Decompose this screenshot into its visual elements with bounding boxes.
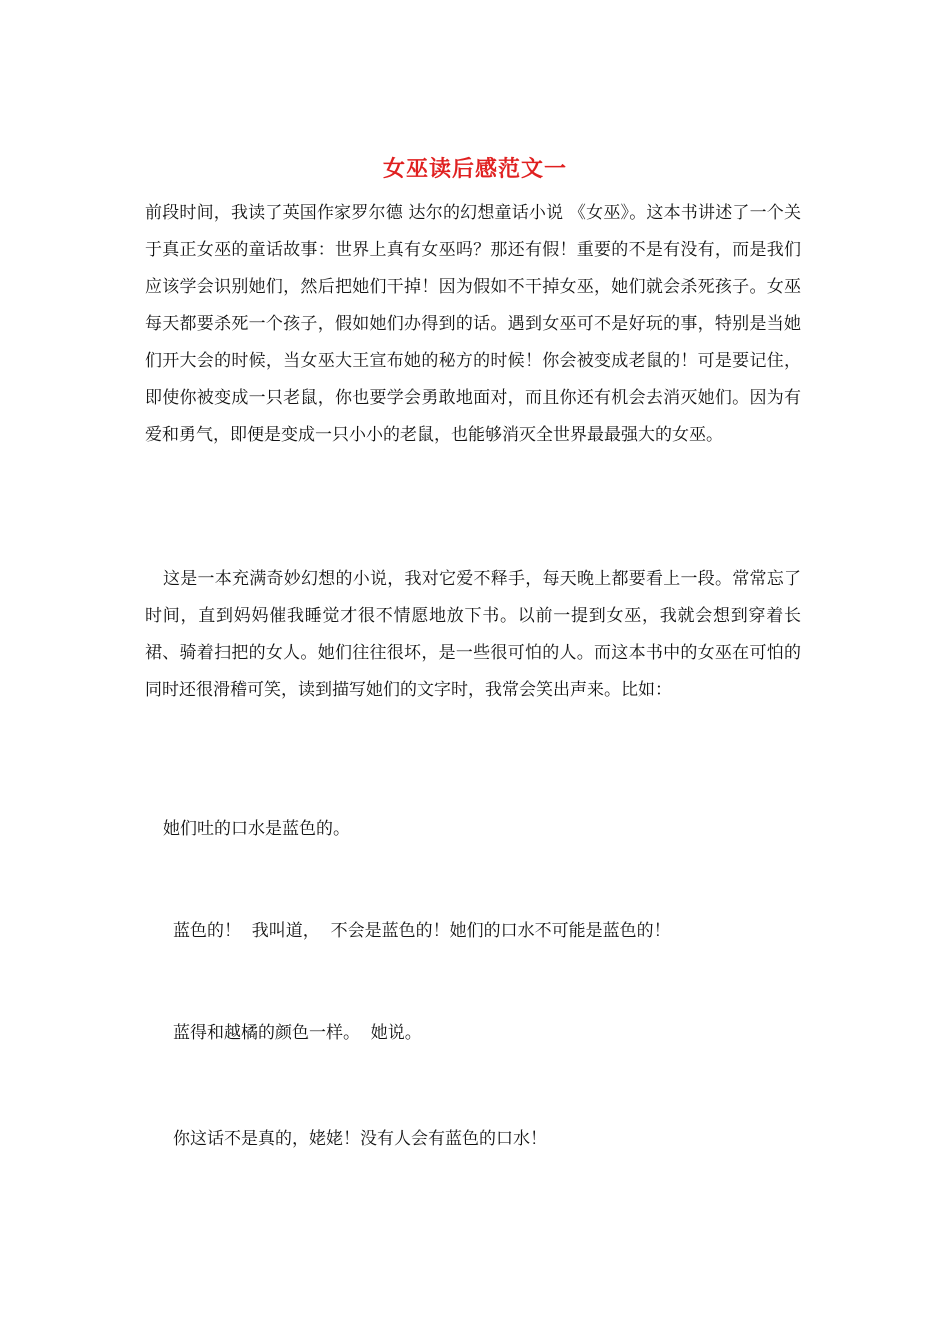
quote-line-2: 蓝色的！ 我叫道， 不会是蓝色的！她们的口水不可能是蓝色的！: [173, 921, 671, 941]
document-title: 女巫读后感范文一: [382, 156, 567, 182]
paragraph-2: 这是一本充满奇妙幻想的小说，我对它爱不释手，每天晚上都要看上一段。常常忘了时间，直到妈妈催我睡觉才很不情愿地放下书。以前一提到女巫，我就会想到穿着长裙、骑着扫把的女人。她们往往很坏，是一些很可怕的人。而这本书中的女巫在可怕的同时还很滑稽可笑，读到描写她们的文字时，我常会笑出声来。比如：: [145, 569, 801, 700]
quote-line-4: 你这话不是真的，姥姥！没有人会有蓝色的口水！: [173, 1129, 547, 1149]
quote-line-3: 蓝得和越橘的颜色一样。 她说。: [173, 1023, 422, 1043]
quote-line-1: 她们吐的口水是蓝色的。: [163, 819, 350, 839]
paragraph-1: 前段时间，我读了英国作家罗尔德 达尔的幻想童话小说 《女巫》。这本书讲述了一个关于真正女巫的童话故事：世界上真有女巫吗？那还有假！重要的不是有没有，而是我们应该学会识别她们，然后把她们干掉！因为假如不干掉女巫，她们就会杀死孩子。女巫每天都要杀死一个孩子，假如她们办得到的话。遇到女巫可不是好玩的事，特别是当她们开大会的时候，当女巫大王宣布她的秘方的时候！你会被变成老鼠的！可是要记住，即使你被变成一只老鼠，你也要学会勇敢地面对，而且你还有机会去消灭她们。因为有爱和勇气，即便是变成一只小小的老鼠，也能够消灭全世界最最强大的女巫。: [145, 203, 801, 445]
